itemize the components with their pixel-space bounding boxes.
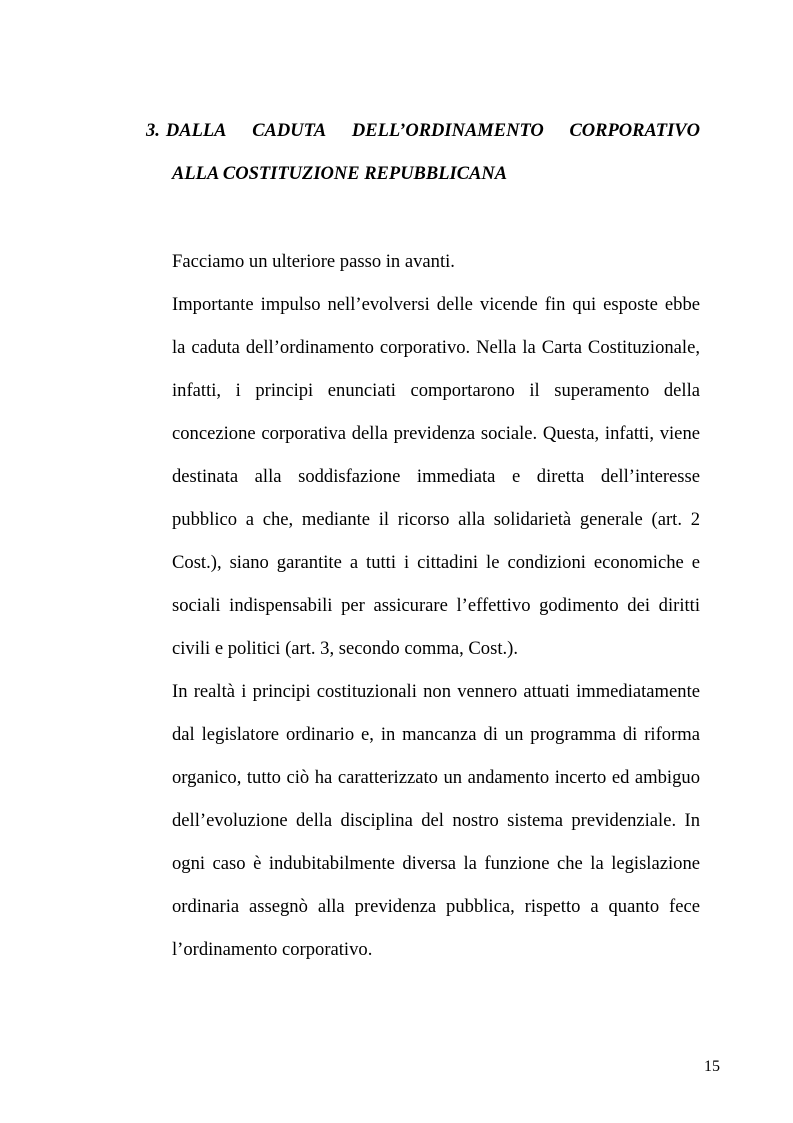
body-line: sociali indispensabili per assicurare l’effettivo godimento dei diritti xyxy=(172,595,700,616)
heading-word: CADUTA xyxy=(252,121,327,141)
body-line: organico, tutto ciò ha caratterizzato un andamento incerto ed ambiguo xyxy=(172,767,700,788)
body-line: In realtà i principi costituzionali non vennero attuati immediatamente xyxy=(172,681,700,702)
body-line: Cost.), siano garantite a tutti i cittadini le condizioni economiche e xyxy=(172,552,700,573)
body-line xyxy=(172,294,700,316)
body-line: pubblico a che, mediante il ricorso alla solidarietà generale (art. 2 xyxy=(172,509,700,530)
body-line: Facciamo un ulteriore passo in avanti. xyxy=(172,251,455,272)
body-line: infatti, i principi enunciati comportarono il superamento della xyxy=(172,380,700,401)
body-line: dal legislatore ordinario e, in mancanza di un programma di riforma xyxy=(172,724,700,745)
body-line: l’ordinamento corporativo. xyxy=(172,939,373,960)
body-line: la caduta dell’ordinamento corporativo. Nella la Carta Costituzionale, xyxy=(172,337,700,358)
heading-word: CORPORATIVO xyxy=(569,121,700,141)
body-line-text: Importante impulso nell’evolversi delle vicende fin qui esposte ebbe xyxy=(172,294,700,315)
body-line: dell’evoluzione della disciplina del nostro sistema previdenziale. In xyxy=(172,810,700,831)
heading-word: DELL’ORDINAMENTO xyxy=(351,121,544,141)
section-heading-words xyxy=(166,120,700,142)
body-line: ogni caso è indubitabilmente diversa la funzione che la legislazione xyxy=(172,853,700,874)
page-number: 15 xyxy=(704,1058,720,1075)
section-heading-line-1 xyxy=(146,120,700,142)
section-number: 3. xyxy=(146,121,160,141)
heading-word: DALLA xyxy=(165,121,227,141)
body-line: destinata alla soddisfazione immediata e diretta dell’interesse xyxy=(172,466,700,487)
section-heading-line-2: ALLA COSTITUZIONE REPUBBLICANA xyxy=(172,164,508,184)
body-line: concezione corporativa della previdenza sociale. Questa, infatti, viene xyxy=(172,423,700,444)
body-line: ordinaria assegnò alla previdenza pubblica, rispetto a quanto fece xyxy=(172,896,700,917)
body-line: civili e politici (art. 3, secondo comma, Cost.). xyxy=(172,638,518,659)
